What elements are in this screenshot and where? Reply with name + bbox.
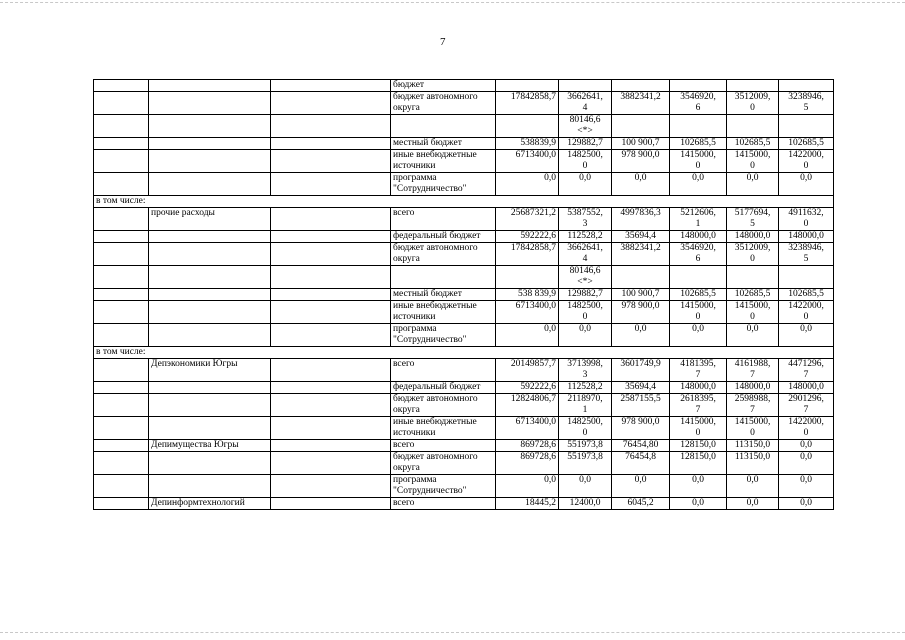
- label-cell: [94, 289, 149, 301]
- value-cell: 102685,5: [779, 289, 834, 301]
- value-cell: 551973,8: [559, 452, 612, 475]
- label-cell: [271, 475, 391, 498]
- value-cell: 538839,9: [496, 138, 559, 150]
- value-cell: 0,0: [670, 498, 727, 510]
- value-cell: [612, 266, 670, 289]
- label-cell: [94, 138, 149, 150]
- value-cell: 20149857,7: [496, 359, 559, 382]
- value-cell: 35694,4: [612, 231, 670, 243]
- value-cell: 112528,2: [559, 231, 612, 243]
- value-cell: 3238946, 5: [779, 243, 834, 266]
- value-cell: 1482500, 0: [559, 150, 612, 173]
- table-row: [94, 92, 834, 115]
- table-row: [94, 475, 834, 498]
- funding-source-cell: бюджет автономного округа: [391, 452, 496, 475]
- table-row: [94, 289, 834, 301]
- value-cell: 1482500, 0: [559, 301, 612, 324]
- value-cell: [670, 266, 727, 289]
- value-cell: 18445,2: [496, 498, 559, 510]
- value-cell: 0,0: [559, 173, 612, 196]
- value-cell: 2618395, 7: [670, 394, 727, 417]
- value-cell: 538 839,9: [496, 289, 559, 301]
- label-cell: [271, 243, 391, 266]
- label-cell: [94, 475, 149, 498]
- value-cell: 148000,0: [727, 382, 779, 394]
- label-cell: [149, 115, 271, 138]
- scan-edge-bottom: [0, 632, 905, 633]
- value-cell: 1415000, 0: [727, 150, 779, 173]
- value-cell: 1415000, 0: [670, 150, 727, 173]
- funding-source-cell: федеральный бюджет: [391, 382, 496, 394]
- value-cell: 102685,5: [779, 138, 834, 150]
- value-cell: [779, 266, 834, 289]
- table-row: [94, 394, 834, 417]
- label-cell: [149, 475, 271, 498]
- section-row: [94, 347, 834, 359]
- value-cell: 0,0: [779, 452, 834, 475]
- value-cell: 978 900,0: [612, 417, 670, 440]
- value-cell: 6713400,0: [496, 417, 559, 440]
- value-cell: 4161988, 7: [727, 359, 779, 382]
- value-cell: 0,0: [496, 324, 559, 347]
- value-cell: [496, 115, 559, 138]
- label-cell: [271, 417, 391, 440]
- label-cell: [271, 324, 391, 347]
- label-cell: [271, 173, 391, 196]
- value-cell: 0,0: [612, 475, 670, 498]
- funding-source-cell: программа "Сотрудничество": [391, 324, 496, 347]
- value-cell: 102685,5: [727, 138, 779, 150]
- value-cell: 3882341,2: [612, 243, 670, 266]
- label-cell: [271, 440, 391, 452]
- value-cell: 0,0: [779, 498, 834, 510]
- value-cell: 592222,6: [496, 382, 559, 394]
- value-cell: 0,0: [612, 324, 670, 347]
- value-cell: 80146,6 <*>: [559, 115, 612, 138]
- value-cell: [670, 115, 727, 138]
- table-row: [94, 266, 834, 289]
- label-cell: [94, 417, 149, 440]
- value-cell: [727, 80, 779, 92]
- value-cell: 4997836,3: [612, 208, 670, 231]
- label-cell: [149, 266, 271, 289]
- value-cell: 80146,6 <*>: [559, 266, 612, 289]
- value-cell: 76454,8: [612, 452, 670, 475]
- value-cell: 113150,0: [727, 440, 779, 452]
- table-row: [94, 138, 834, 150]
- label-cell: [271, 452, 391, 475]
- value-cell: 3601749,9: [612, 359, 670, 382]
- label-cell: [94, 359, 149, 382]
- funding-source-cell: [391, 266, 496, 289]
- label-cell: [271, 138, 391, 150]
- label-cell: [149, 382, 271, 394]
- label-cell: [94, 115, 149, 138]
- label-cell: [271, 80, 391, 92]
- label-cell: [94, 173, 149, 196]
- value-cell: 978 900,0: [612, 150, 670, 173]
- value-cell: 0,0: [670, 324, 727, 347]
- table-row: [94, 417, 834, 440]
- label-cell: [94, 301, 149, 324]
- table-row: [94, 452, 834, 475]
- value-cell: 12824806,7: [496, 394, 559, 417]
- funding-source-cell: бюджет автономного округа: [391, 394, 496, 417]
- funding-source-cell: местный бюджет: [391, 289, 496, 301]
- funding-source-cell: бюджет автономного округа: [391, 92, 496, 115]
- value-cell: 3882341,2: [612, 92, 670, 115]
- value-cell: 0,0: [727, 324, 779, 347]
- funding-source-cell: бюджет автономного округа: [391, 243, 496, 266]
- label-cell: [149, 92, 271, 115]
- table-body: [94, 80, 834, 510]
- value-cell: 869728,6: [496, 440, 559, 452]
- value-cell: 25687321,2: [496, 208, 559, 231]
- value-cell: 5212606, 1: [670, 208, 727, 231]
- value-cell: 113150,0: [727, 452, 779, 475]
- value-cell: 6713400,0: [496, 150, 559, 173]
- table-row: [94, 231, 834, 243]
- funding-source-cell: всего: [391, 440, 496, 452]
- value-cell: 1415000, 0: [727, 301, 779, 324]
- funding-source-cell: программа "Сотрудничество": [391, 173, 496, 196]
- funding-source-cell: программа "Сотрудничество": [391, 475, 496, 498]
- value-cell: 3662641, 4: [559, 92, 612, 115]
- label-cell: прочие расходы: [149, 208, 271, 231]
- funding-source-cell: бюджет: [391, 80, 496, 92]
- value-cell: 0,0: [670, 173, 727, 196]
- value-cell: [612, 115, 670, 138]
- value-cell: 148000,0: [779, 382, 834, 394]
- value-cell: 5177694, 5: [727, 208, 779, 231]
- label-cell: Депинформтехнологий: [149, 498, 271, 510]
- funding-source-cell: всего: [391, 359, 496, 382]
- section-label: в том числе:: [94, 347, 834, 359]
- funding-source-cell: всего: [391, 498, 496, 510]
- value-cell: 1422000, 0: [779, 417, 834, 440]
- section-row: [94, 196, 834, 208]
- value-cell: 1415000, 0: [727, 417, 779, 440]
- value-cell: 102685,5: [727, 289, 779, 301]
- value-cell: 2118970, 1: [559, 394, 612, 417]
- label-cell: Депимущества Югры: [149, 440, 271, 452]
- label-cell: [149, 289, 271, 301]
- table-row: [94, 150, 834, 173]
- value-cell: [779, 115, 834, 138]
- section-label: в том числе:: [94, 196, 834, 208]
- value-cell: 12400,0: [559, 498, 612, 510]
- value-cell: [496, 266, 559, 289]
- value-cell: 3238946, 5: [779, 92, 834, 115]
- value-cell: 4181395, 7: [670, 359, 727, 382]
- value-cell: 869728,6: [496, 452, 559, 475]
- table-row: [94, 80, 834, 92]
- label-cell: [149, 452, 271, 475]
- value-cell: 4911632, 0: [779, 208, 834, 231]
- value-cell: 0,0: [727, 475, 779, 498]
- label-cell: [94, 498, 149, 510]
- label-cell: [94, 324, 149, 347]
- label-cell: [94, 266, 149, 289]
- label-cell: [149, 394, 271, 417]
- table-row: [94, 173, 834, 196]
- value-cell: 3713998, 3: [559, 359, 612, 382]
- value-cell: 5387552, 3: [559, 208, 612, 231]
- label-cell: [271, 289, 391, 301]
- value-cell: 1482500, 0: [559, 417, 612, 440]
- value-cell: 2598988, 7: [727, 394, 779, 417]
- label-cell: [271, 208, 391, 231]
- value-cell: 0,0: [496, 173, 559, 196]
- funding-source-cell: иные внебюджетные источники: [391, 417, 496, 440]
- funding-source-cell: местный бюджет: [391, 138, 496, 150]
- label-cell: [94, 150, 149, 173]
- value-cell: 148000,0: [727, 231, 779, 243]
- value-cell: 978 900,0: [612, 301, 670, 324]
- value-cell: 0,0: [559, 324, 612, 347]
- value-cell: [496, 80, 559, 92]
- value-cell: 129882,7: [559, 289, 612, 301]
- label-cell: [149, 231, 271, 243]
- label-cell: [94, 80, 149, 92]
- value-cell: 3546920, 6: [670, 243, 727, 266]
- value-cell: 76454,80: [612, 440, 670, 452]
- value-cell: [727, 115, 779, 138]
- value-cell: 0,0: [727, 173, 779, 196]
- value-cell: 102685,5: [670, 138, 727, 150]
- label-cell: [149, 417, 271, 440]
- label-cell: [271, 301, 391, 324]
- value-cell: 1422000, 0: [779, 301, 834, 324]
- value-cell: 148000,0: [779, 231, 834, 243]
- value-cell: 100 900,7: [612, 138, 670, 150]
- value-cell: 1415000, 0: [670, 417, 727, 440]
- value-cell: 112528,2: [559, 382, 612, 394]
- value-cell: 17842858,7: [496, 243, 559, 266]
- table-row: [94, 498, 834, 510]
- value-cell: 2901296, 7: [779, 394, 834, 417]
- label-cell: [149, 324, 271, 347]
- table-row: [94, 359, 834, 382]
- value-cell: 148000,0: [670, 231, 727, 243]
- label-cell: [271, 382, 391, 394]
- table-row: [94, 301, 834, 324]
- value-cell: 551973,8: [559, 440, 612, 452]
- table-row: [94, 115, 834, 138]
- label-cell: [271, 359, 391, 382]
- value-cell: 0,0: [779, 440, 834, 452]
- funding-source-cell: федеральный бюджет: [391, 231, 496, 243]
- label-cell: [271, 498, 391, 510]
- value-cell: 128150,0: [670, 440, 727, 452]
- label-cell: [149, 150, 271, 173]
- value-cell: 0,0: [612, 173, 670, 196]
- value-cell: 100 900,7: [612, 289, 670, 301]
- value-cell: 148000,0: [670, 382, 727, 394]
- label-cell: [271, 231, 391, 243]
- label-cell: [94, 243, 149, 266]
- value-cell: 3512009, 0: [727, 243, 779, 266]
- label-cell: [94, 382, 149, 394]
- value-cell: 0,0: [779, 324, 834, 347]
- label-cell: [149, 80, 271, 92]
- value-cell: [670, 80, 727, 92]
- label-cell: [271, 115, 391, 138]
- value-cell: 6045,2: [612, 498, 670, 510]
- label-cell: [94, 440, 149, 452]
- value-cell: [727, 266, 779, 289]
- value-cell: 129882,7: [559, 138, 612, 150]
- value-cell: [779, 80, 834, 92]
- funding-source-cell: иные внебюджетные источники: [391, 301, 496, 324]
- label-cell: [271, 394, 391, 417]
- value-cell: 0,0: [727, 498, 779, 510]
- value-cell: 0,0: [670, 475, 727, 498]
- table-row: [94, 208, 834, 231]
- label-cell: Депэкономики Югры: [149, 359, 271, 382]
- value-cell: 0,0: [779, 173, 834, 196]
- value-cell: 3546920, 6: [670, 92, 727, 115]
- funding-source-cell: всего: [391, 208, 496, 231]
- value-cell: 35694,4: [612, 382, 670, 394]
- label-cell: [149, 243, 271, 266]
- value-cell: 1415000, 0: [670, 301, 727, 324]
- label-cell: [149, 138, 271, 150]
- label-cell: [94, 452, 149, 475]
- value-cell: 6713400,0: [496, 301, 559, 324]
- table-row: [94, 243, 834, 266]
- value-cell: 1422000, 0: [779, 150, 834, 173]
- funding-source-cell: [391, 115, 496, 138]
- label-cell: [94, 92, 149, 115]
- value-cell: 128150,0: [670, 452, 727, 475]
- label-cell: [271, 150, 391, 173]
- label-cell: [149, 301, 271, 324]
- value-cell: 4471296, 7: [779, 359, 834, 382]
- label-cell: [271, 266, 391, 289]
- value-cell: 0,0: [559, 475, 612, 498]
- value-cell: [559, 80, 612, 92]
- value-cell: 0,0: [779, 475, 834, 498]
- value-cell: 102685,5: [670, 289, 727, 301]
- budget-table: [93, 79, 834, 510]
- value-cell: 3512009, 0: [727, 92, 779, 115]
- scan-edge-top: [0, 2, 905, 3]
- table-row: [94, 440, 834, 452]
- label-cell: [271, 92, 391, 115]
- label-cell: [94, 208, 149, 231]
- table-row: [94, 382, 834, 394]
- value-cell: 2587155,5: [612, 394, 670, 417]
- page-number: 7: [440, 36, 446, 48]
- funding-source-cell: иные внебюджетные источники: [391, 150, 496, 173]
- value-cell: 592222,6: [496, 231, 559, 243]
- value-cell: [612, 80, 670, 92]
- value-cell: 17842858,7: [496, 92, 559, 115]
- label-cell: [94, 231, 149, 243]
- value-cell: 3662641, 4: [559, 243, 612, 266]
- table-row: [94, 324, 834, 347]
- label-cell: [149, 173, 271, 196]
- label-cell: [94, 394, 149, 417]
- value-cell: 0,0: [496, 475, 559, 498]
